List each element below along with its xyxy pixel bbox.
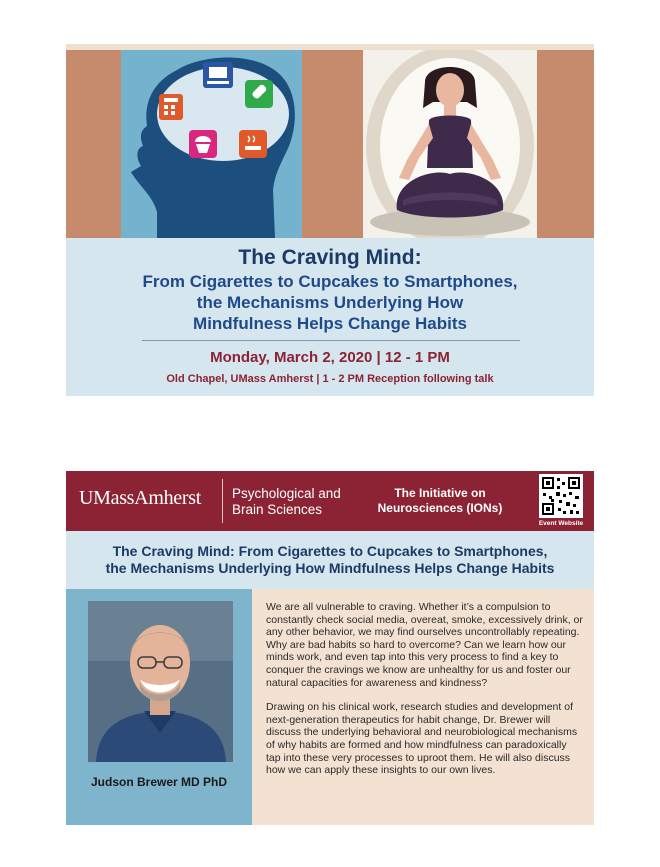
announcement-title-bar: [66, 531, 594, 589]
yoga-panel: [363, 50, 537, 238]
department-name: [232, 486, 341, 518]
flyer-date-time: Monday, March 2, 2020 | 12 - 1 PM: [210, 349, 450, 366]
event-description: [266, 601, 584, 789]
flyer-subtitle-line: the Mechanisms Underlying How: [196, 293, 464, 312]
umass-logo: UMassAmherst: [79, 487, 201, 509]
header-divider: [222, 479, 223, 523]
qr-code-icon[interactable]: [539, 474, 583, 518]
speaker-photo: [88, 601, 233, 762]
description-paragraph: We are all vulnerable to craving. Whether it’s a compulsion to constantly check social media, overeat, smoke, excessively drink, or any other behavior, we may find ourselves uncontrollably repeating. Why are bad habits so hard to overcome? Can we learn how our minds work, and even tap into this very process to find a key to conquer the cravings we know are unhealthy for us and foster our natural capacities for awareness and kindness?: [266, 601, 583, 689]
description-paragraph: Drawing on his clinical work, research studies and development of next-generation therapeutics for habit change, Dr. Brewer will discuss the underlying behavioral and neurobiological mechanisms of why habits are formed and how mindfulness can paradoxically tap into these very processes to uproot them. He will also discuss how we can apply these insights to our own lives.: [266, 701, 578, 777]
speaker-name: Judson Brewer MD PhD: [90, 775, 228, 789]
initiative-name: [366, 486, 514, 516]
laptop-icon: [203, 62, 233, 88]
head-silhouette-icon: [121, 50, 302, 238]
cigarette-icon: [239, 130, 267, 158]
event-announcement: [66, 471, 594, 825]
flyer-subtitle-line: Mindfulness Helps Change Habits: [193, 314, 467, 333]
department-line: Psychological and: [232, 486, 341, 501]
initiative-line: The Initiative on: [394, 486, 486, 500]
head-panel: [121, 50, 302, 238]
flyer-title: The Craving Mind:: [238, 246, 422, 269]
announcement-title-line: The Craving Mind: From Cigarettes to Cupcakes to Smartphones,: [112, 543, 548, 559]
calculator-icon: [159, 94, 183, 120]
event-flyer: [66, 44, 594, 396]
flyer-divider: [142, 340, 520, 341]
qr-code-label: Event Website: [538, 520, 584, 527]
smartphone-icon: [245, 80, 273, 108]
department-line: Brain Sciences: [232, 502, 323, 517]
cupcake-icon: [189, 130, 217, 158]
announcement-title-line: the Mechanisms Underlying How Mindfulness Helps Change Habits: [105, 560, 555, 576]
flyer-location: Old Chapel, UMass Amherst | 1 - 2 PM Reception following talk: [166, 373, 494, 385]
announcement-title: [66, 543, 594, 577]
speaker-column: [66, 589, 252, 825]
meditating-woman-icon: [363, 50, 537, 238]
flyer-subtitle-line: From Cigarettes to Cupcakes to Smartphones,: [142, 272, 518, 291]
announcement-header: [66, 471, 594, 531]
initiative-line: Neurosciences (IONs): [377, 501, 503, 515]
flyer-illustration-banner: [66, 50, 594, 238]
